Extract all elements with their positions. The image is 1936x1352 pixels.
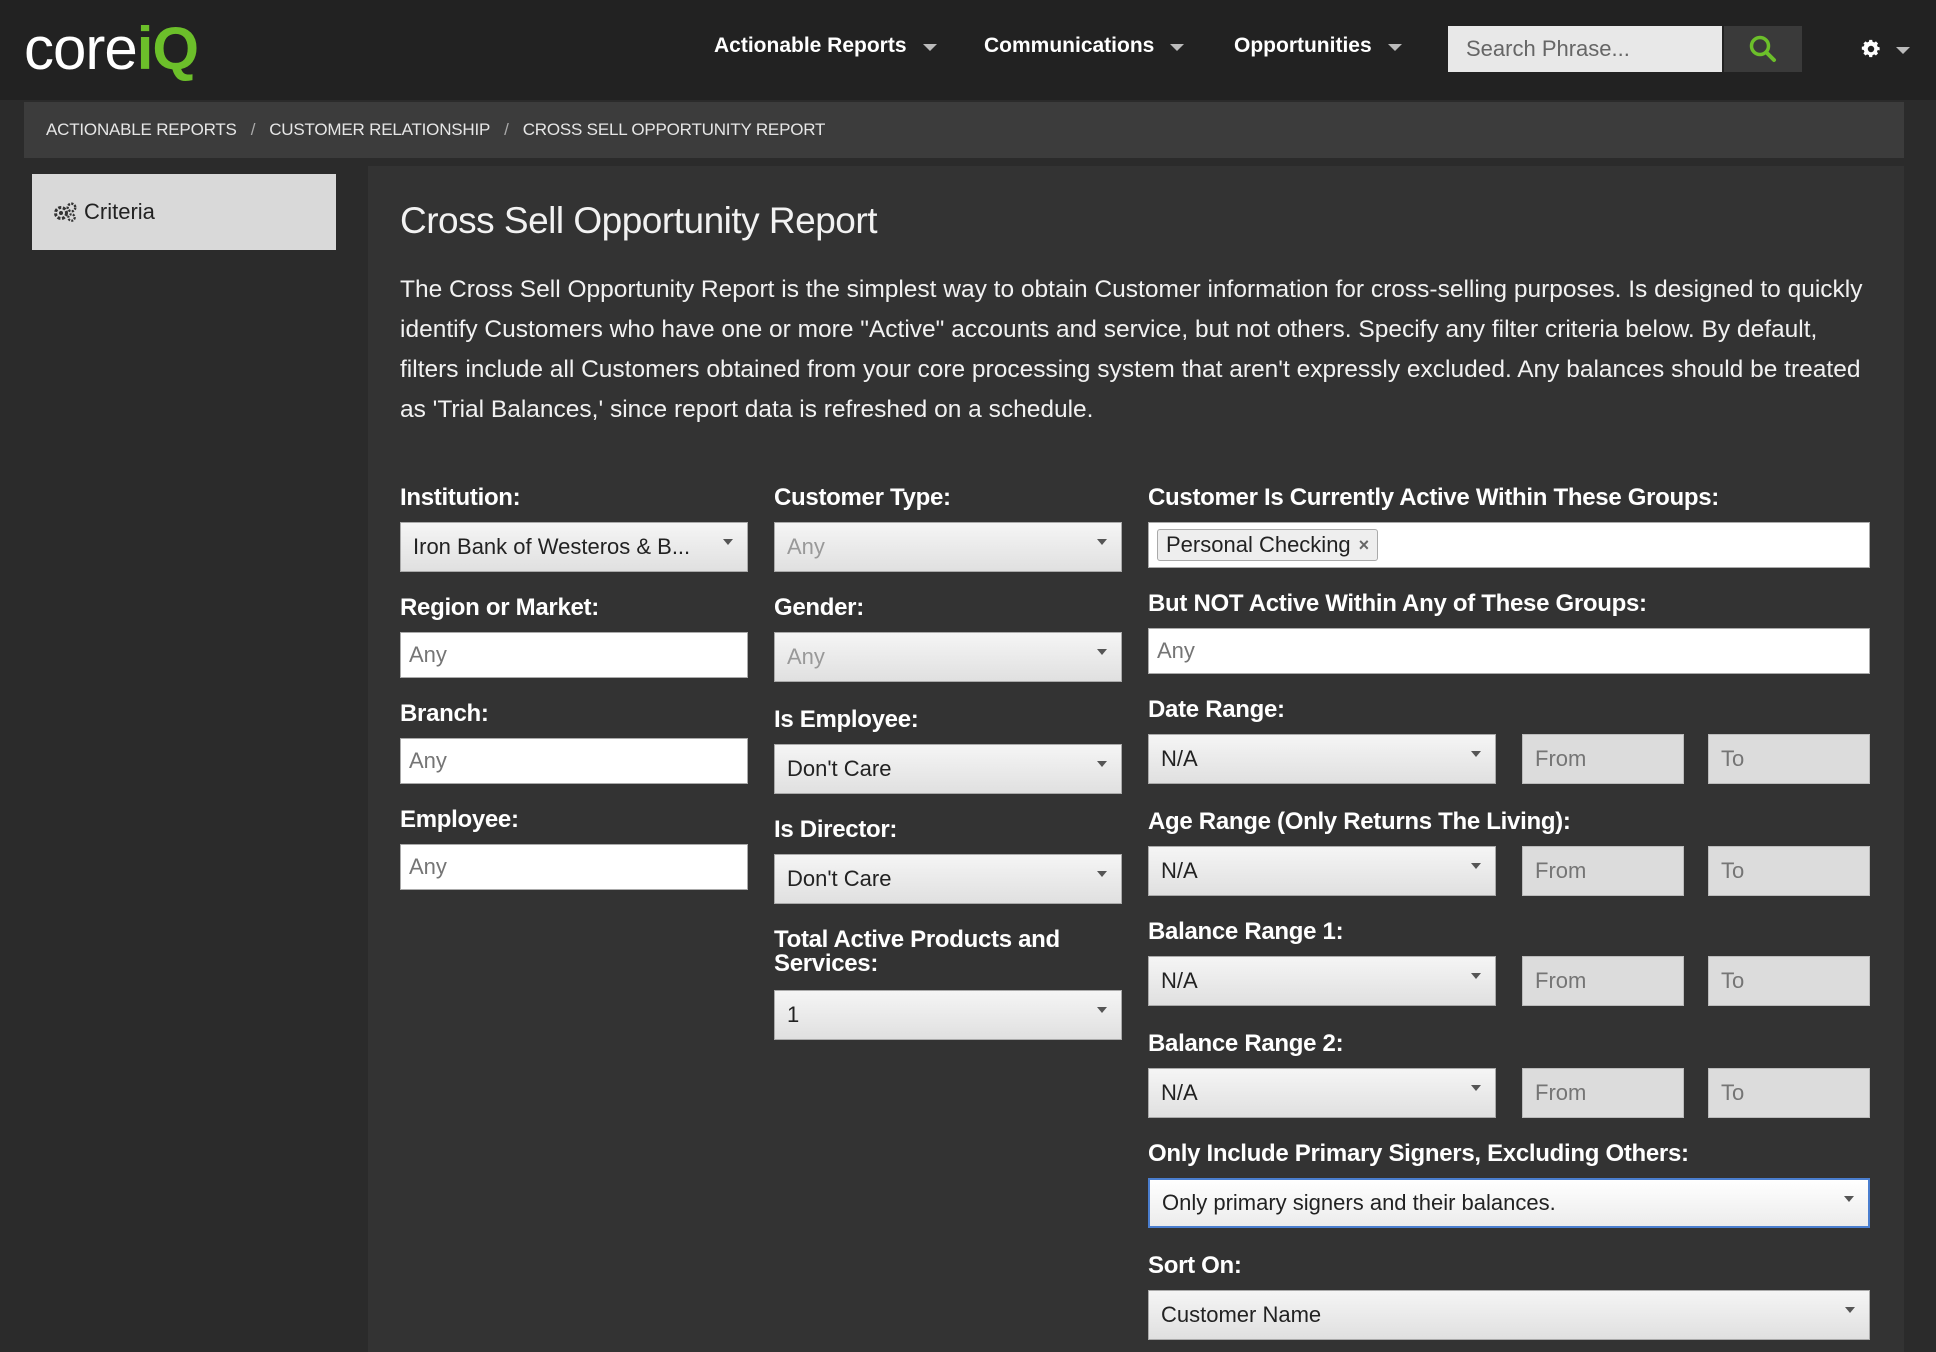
branch-label: Branch:: [400, 700, 489, 727]
balance-range-2-value: N/A: [1161, 1080, 1198, 1105]
chevron-down-icon: [923, 44, 937, 51]
settings-menu[interactable]: [1860, 38, 1910, 60]
customer-type-select[interactable]: [774, 522, 1122, 572]
dropdown-arrow-icon: [1097, 649, 1107, 655]
cogs-icon: [52, 201, 78, 223]
brand-logo[interactable]: [24, 14, 199, 82]
breadcrumb-separator: /: [504, 120, 509, 139]
breadcrumb: [24, 102, 1904, 158]
primary-signers-label: Only Include Primary Signers, Excluding Others:: [1148, 1140, 1689, 1167]
sidebar-item-criteria[interactable]: [32, 174, 336, 250]
balance-range-2-label: Balance Range 2:: [1148, 1030, 1344, 1057]
date-range-value: N/A: [1161, 746, 1198, 771]
age-range-label: Age Range (Only Returns The Living):: [1148, 808, 1571, 835]
dropdown-arrow-icon: [1471, 973, 1481, 979]
chevron-down-icon: [1170, 44, 1184, 51]
total-products-label-line2: Services:: [774, 950, 879, 977]
primary-signers-select[interactable]: [1148, 1178, 1870, 1228]
sort-on-select[interactable]: [1148, 1290, 1870, 1340]
dropdown-arrow-icon: [1097, 871, 1107, 877]
age-range-to-input[interactable]: [1708, 846, 1870, 896]
balance-range-2-to-input[interactable]: [1708, 1068, 1870, 1118]
balance-range-1-to-input[interactable]: [1708, 956, 1870, 1006]
customer-type-value: Any: [787, 534, 825, 559]
group-tag: [1157, 529, 1378, 561]
top-navbar: [0, 0, 1936, 100]
is-employee-label: Is Employee:: [774, 706, 919, 733]
nav-actionable-reports[interactable]: [714, 34, 937, 58]
customer-type-label: Customer Type:: [774, 484, 951, 511]
total-products-select[interactable]: [774, 990, 1122, 1040]
chevron-down-icon: [1388, 44, 1402, 51]
gender-value: Any: [787, 644, 825, 669]
balance-range-1-from-input[interactable]: [1522, 956, 1684, 1006]
nav-label: Actionable Reports: [714, 34, 907, 57]
age-range-from-input[interactable]: [1522, 846, 1684, 896]
balance-range-2-select[interactable]: [1148, 1068, 1496, 1118]
active-groups-label: Customer Is Currently Active Within These Groups:: [1148, 484, 1719, 511]
not-active-groups-label: But NOT Active Within Any of These Groups:: [1148, 590, 1647, 617]
region-input[interactable]: [400, 632, 748, 678]
date-range-label: Date Range:: [1148, 696, 1285, 723]
gender-select[interactable]: [774, 632, 1122, 682]
search-button[interactable]: [1724, 26, 1802, 72]
dropdown-arrow-icon: [1471, 863, 1481, 869]
balance-range-2-from-input[interactable]: [1522, 1068, 1684, 1118]
employee-label: Employee:: [400, 806, 519, 833]
balance-range-1-value: N/A: [1161, 968, 1198, 993]
total-products-value: 1: [787, 1002, 800, 1027]
breadcrumb-item-customer-relationship[interactable]: CUSTOMER RELATIONSHIP: [269, 120, 491, 139]
is-employee-value: Don't Care: [787, 756, 892, 781]
gear-icon: [1860, 38, 1882, 60]
is-director-label: Is Director:: [774, 816, 898, 843]
institution-select[interactable]: [400, 522, 748, 572]
primary-signers-value: Only primary signers and their balances.: [1162, 1190, 1556, 1215]
balance-range-1-label: Balance Range 1:: [1148, 918, 1344, 945]
date-range-from-input[interactable]: [1522, 734, 1684, 784]
report-description: The Cross Sell Opportunity Report is the simplest way to obtain Customer information for cross-selling purposes. Is designed to quickly identify Customers who have one or more "Active" accounts and service, but not others. Specify any filter criteria below. By default, filters include all Customers obtained from your core processing system that aren't expressly excluded. Any balances should be treated as 'Trial Balances,' since report data is refreshed on a schedule.: [400, 276, 1863, 423]
dropdown-arrow-icon: [1844, 1196, 1854, 1202]
balance-range-1-select[interactable]: [1148, 956, 1496, 1006]
is-director-value: Don't Care: [787, 866, 892, 891]
brand-logo-iq: iQ: [136, 15, 199, 82]
search-icon: [1748, 34, 1778, 64]
employee-input[interactable]: [400, 844, 748, 890]
sidebar-item-label: Criteria: [84, 199, 155, 224]
date-range-select[interactable]: [1148, 734, 1496, 784]
date-range-to-input[interactable]: [1708, 734, 1870, 784]
page-title: Cross Sell Opportunity Report: [400, 200, 877, 241]
is-director-select[interactable]: [774, 854, 1122, 904]
brand-logo-core: core: [24, 15, 137, 82]
breadcrumb-separator: /: [250, 120, 256, 139]
breadcrumb-item-current: CROSS SELL OPPORTUNITY REPORT: [522, 120, 826, 139]
breadcrumb-item-actionable-reports[interactable]: ACTIONABLE REPORTS: [46, 120, 237, 139]
age-range-value: N/A: [1161, 858, 1198, 883]
close-icon[interactable]: ×: [1358, 534, 1370, 555]
nav-communications[interactable]: [984, 34, 1184, 58]
sort-on-label: Sort On:: [1148, 1252, 1242, 1279]
is-employee-select[interactable]: [774, 744, 1122, 794]
gender-label: Gender:: [774, 594, 864, 621]
search-input[interactable]: [1448, 26, 1722, 72]
nav-opportunities[interactable]: [1234, 34, 1402, 58]
chevron-down-icon: [1896, 47, 1910, 54]
nav-label: Communications: [984, 34, 1155, 57]
institution-label: Institution:: [400, 484, 521, 511]
region-label: Region or Market:: [400, 594, 599, 621]
dropdown-arrow-icon: [1845, 1307, 1855, 1313]
age-range-select[interactable]: [1148, 846, 1496, 896]
group-tag-label: Personal Checking: [1166, 532, 1351, 557]
dropdown-arrow-icon: [1097, 539, 1107, 545]
dropdown-arrow-icon: [723, 539, 733, 545]
active-groups-multiselect[interactable]: [1148, 522, 1870, 568]
not-active-groups-input[interactable]: [1148, 628, 1870, 674]
nav-label: Opportunities: [1234, 34, 1372, 57]
sort-on-value: Customer Name: [1161, 1302, 1322, 1327]
institution-value: Iron Bank of Westeros & B...: [413, 534, 691, 559]
branch-input[interactable]: [400, 738, 748, 784]
dropdown-arrow-icon: [1471, 751, 1481, 757]
total-products-label: [774, 928, 1060, 976]
total-products-label-line1: Total Active Products and: [774, 926, 1060, 953]
dropdown-arrow-icon: [1471, 1085, 1481, 1091]
dropdown-arrow-icon: [1097, 761, 1107, 767]
dropdown-arrow-icon: [1097, 1007, 1107, 1013]
